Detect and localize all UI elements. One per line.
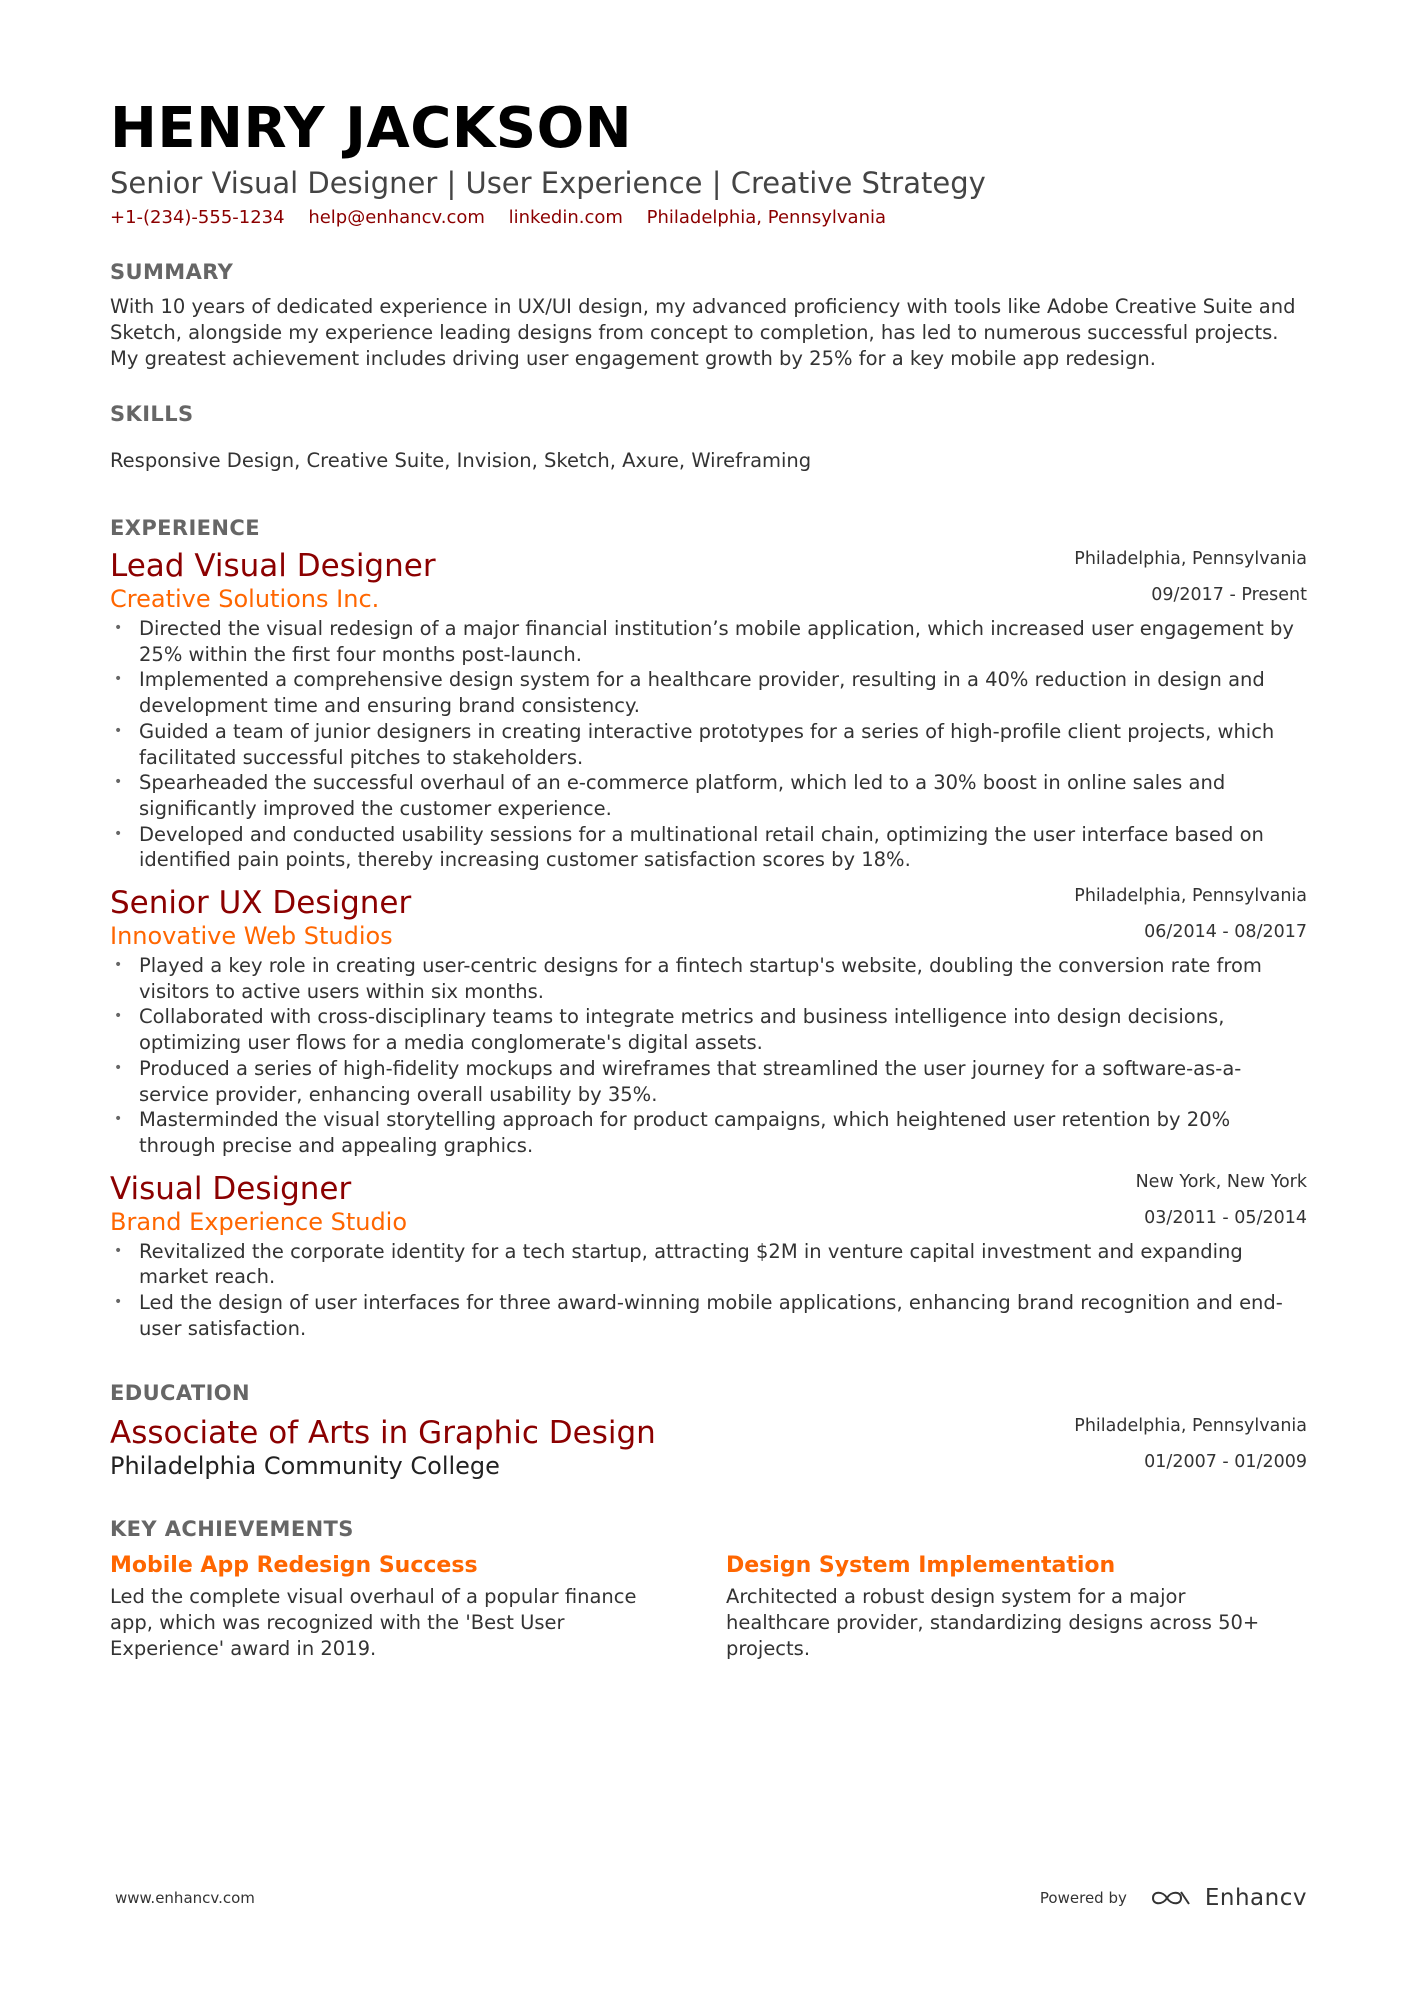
job-dates: 09/2017 - Present [1151, 585, 1307, 605]
job-entry [110, 548, 1307, 873]
footer-branding [1040, 1885, 1307, 1911]
enhancv-logo[interactable] [1149, 1885, 1307, 1911]
job-entry [110, 885, 1307, 1159]
summary-section [110, 258, 1307, 372]
bullet-icon: • [114, 722, 123, 739]
job-location: Philadelphia, Pennsylvania [1074, 549, 1307, 569]
achievement-item [726, 1551, 1286, 1662]
achievement-title: Design System Implementation [726, 1553, 1116, 1579]
job-dates: 03/2011 - 05/2014 [1144, 1207, 1307, 1228]
education-dates: 01/2007 - 01/2009 [1144, 1452, 1307, 1473]
skills-title: SKILLS [110, 402, 194, 426]
contact-email[interactable]: help@enhancv.com [308, 207, 485, 228]
bullet-icon: • [114, 1059, 123, 1076]
job-bullets [110, 1239, 1307, 1342]
bullet-icon: • [114, 1008, 123, 1025]
skills-text: Responsive Design, Creative Suite, Invision, Sketch, Axure, Wireframing [110, 449, 812, 472]
bullet-icon: • [114, 825, 123, 842]
list-item: • Developed and conducted usability sessions for a multinational retail chain, optimizing the user interface based on identified pain points, thereby increasing customer satisfaction scores by 18%. [114, 822, 1264, 872]
list-item: • Collaborated with cross-disciplinary teams to integrate metrics and business intelligence into design decisions, optimizing user flows for a media conglomerate's digital assets. [114, 1005, 1225, 1055]
list-item: • Implemented a comprehensive design system for a healthcare provider, resulting in a 40% reduction in design and development time and ensuring brand consistency. [114, 668, 1265, 718]
bullet-icon: • [114, 1111, 123, 1128]
contact-info [110, 206, 1307, 230]
list-item: • Directed the visual redesign of a major financial institution’s mobile application, which increased user engagement by 25% within the first four months post-launch. [114, 617, 1294, 666]
footer-website[interactable]: www.enhancv.com [115, 1889, 255, 1907]
job-title: Visual Designer [110, 1170, 352, 1207]
job-location: Philadelphia, Pennsylvania [1074, 886, 1307, 907]
contact-phone[interactable]: +1-(234)-555-1234 [110, 207, 285, 228]
contact-location: Philadelphia, Pennsylvania [646, 207, 887, 228]
achievement-item [110, 1551, 670, 1662]
bullet-icon: • [114, 620, 123, 636]
summary-title: SUMMARY [110, 260, 234, 284]
job-company: Brand Experience Studio [110, 1207, 408, 1236]
list-item: • Revitalized the corporate identity for a tech startup, attracting $2M in venture capital investment and expanding market reach. [114, 1239, 1243, 1289]
job-location: New York, New York [1135, 1171, 1307, 1192]
job-company: Creative Solutions Inc. [110, 585, 380, 613]
list-item: • Spearheaded the successful overhaul of an e-commerce platform, which led to a 30% boost in online sales and significantly improved the customer experience. [114, 771, 1226, 820]
candidate-name: HENRY JACKSON [110, 96, 633, 161]
list-item: • Masterminded the visual storytelling approach for product campaigns, which heightened user retention by 20% through precise and appealing graphics. [114, 1108, 1231, 1157]
job-entry [110, 1171, 1307, 1342]
job-bullets [110, 616, 1307, 873]
job-company: Innovative Web Studios [110, 922, 393, 951]
list-item: • Produced a series of high-fidelity mockups and wireframes that streamlined the user journey for a software-as-a-service provider, enhancing overall usability by 35%. [114, 1056, 1242, 1106]
skills-section [110, 400, 1307, 474]
bullet-icon: • [114, 957, 123, 974]
bullet-icon: • [114, 774, 123, 791]
bullet-icon: • [114, 1242, 123, 1259]
brand-name: Enhancv [1204, 1885, 1307, 1911]
experience-title: EXPERIENCE [110, 516, 260, 540]
experience-section [110, 514, 1307, 1341]
achievement-text: Led the complete visual overhaul of a popular finance app, which was recognized with the 'Best User Experience' award in 2019. [110, 1585, 637, 1661]
education-title: EDUCATION [110, 1381, 251, 1406]
resume-header [110, 95, 1307, 230]
job-dates: 06/2014 - 08/2017 [1144, 922, 1307, 943]
job-title: Lead Visual Designer [110, 548, 436, 584]
job-title: Senior UX Designer [110, 885, 412, 922]
summary-text: With 10 years of dedicated experience in UX/UI design, my advanced proficiency with tools like Adobe Creative Suite and Sketch, alongside my experience leading designs from concept to completion, has led to numerous successful projects. My greatest achievement includes driving user engagement growth by 25% for a key mobile app redesign. [110, 295, 1296, 370]
education-location: Philadelphia, Pennsylvania [1074, 1416, 1307, 1437]
contact-linkedin[interactable]: linkedin.com [508, 207, 623, 228]
education-school: Philadelphia Community College [110, 1452, 500, 1481]
achievements-section [110, 1515, 1307, 1662]
bullet-icon: • [114, 1294, 123, 1311]
footer [115, 1885, 1307, 1911]
job-bullets [110, 953, 1307, 1159]
list-item: • Guided a team of junior designers in creating interactive prototypes for a series of high-profile client projects, which facilitated successful pitches to stakeholders. [114, 719, 1275, 769]
education-degree: Associate of Arts in Graphic Design [110, 1415, 656, 1452]
achievement-text: Architected a robust design system for a major healthcare provider, standardizing designs across 50+ projects. [726, 1585, 1260, 1661]
achievement-title: Mobile App Redesign Success [110, 1553, 478, 1579]
achievements-title: KEY ACHIEVEMENTS [110, 1517, 354, 1542]
list-item: • Led the design of user interfaces for three award-winning mobile applications, enhancing brand recognition and end-user satisfaction. [114, 1291, 1283, 1340]
candidate-headline: Senior Visual Designer | User Experience | Creative Strategy [110, 166, 986, 200]
list-item: • Played a key role in creating user-centric designs for a fintech startup's website, doubling the conversion rate from visitors to active users within six months. [114, 954, 1262, 1003]
bullet-icon: • [114, 671, 123, 688]
enhancv-logo-icon [1149, 1886, 1193, 1910]
powered-by-label: Powered by [1039, 1889, 1127, 1907]
resume-page [110, 95, 1307, 1662]
education-section [110, 1379, 1307, 1481]
